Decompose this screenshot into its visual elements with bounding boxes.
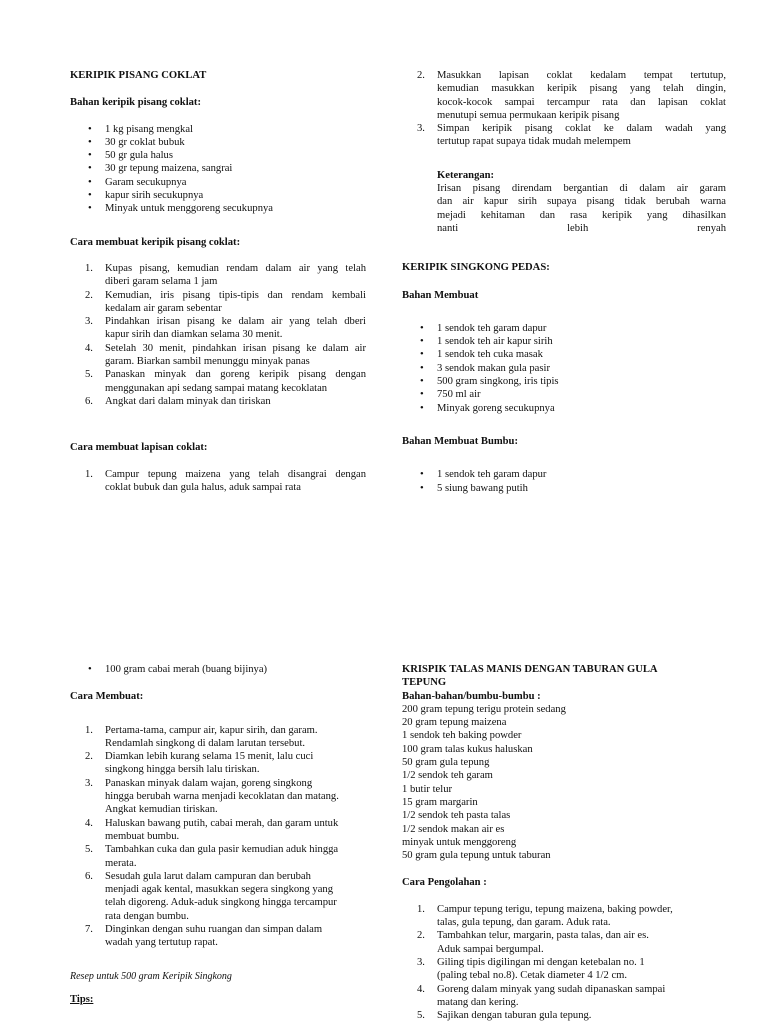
step-item (70, 262, 366, 289)
recipe-title (402, 663, 726, 690)
step-number: 1. (85, 468, 93, 480)
ingredient-item: 1 sendok teh baking powder (402, 730, 522, 742)
ingredients-heading: Bahan Membuat (402, 289, 479, 301)
left-column-bottom (70, 663, 366, 1006)
step-item (70, 342, 366, 369)
step-text-line: kedalam air garam sebentar (105, 302, 222, 314)
step-text-line: (paling tebal no.8). Cetak diameter 4 1/2 cm. (437, 970, 628, 982)
step-text-line: diberi garam selama 1 jam (105, 276, 218, 288)
ingredient-item: minyak untuk menggoreng (402, 836, 517, 848)
ingredient-item: • Garam secukupnya (70, 176, 366, 189)
step-item (70, 395, 366, 408)
ingredient-item: 1/2 sendok teh garam (402, 770, 493, 782)
ingredient-item: • 750 ml air (402, 388, 726, 401)
step-item (70, 724, 366, 751)
step-text-line: Rendamlah singkong di dalam larutan tersebut. (105, 737, 306, 749)
step-item (70, 923, 366, 950)
spice-item: • 100 gram cabai merah (buang bijinya) (70, 663, 366, 676)
note-text (437, 182, 726, 235)
step-text-line: Tambahkan telur, margarin, pasta talas, dan air es. (437, 930, 649, 942)
ingredient-item: • Minyak goreng secukupnya (402, 402, 726, 415)
step-text-line: Pertama-tama, campur air, kapur sirih, dan garam. (105, 724, 318, 736)
step-item (70, 289, 366, 316)
step-text-line: Masukkan lapisan coklat kedalam tempat tertutup, (437, 70, 726, 81)
ingredients-list (402, 322, 726, 415)
step-item (70, 777, 366, 817)
step-number: 5. (417, 1010, 425, 1022)
ingredient-item: 15 gram margarin (402, 796, 478, 808)
step-text-line: Kemudian, iris pisang tipis-tipis dan rendam kembali (105, 289, 366, 301)
ingredient-item: • Minyak untuk menggoreng secukupnya (70, 202, 366, 215)
step-text-line: Setelah 30 menit, pindahkan irisan pisang ke dalam air (105, 342, 366, 354)
step-text-line: kemudian masukkan keripik pisang yang telah dingin, (437, 83, 726, 95)
ingredient-item: 20 gram tepung maizena (402, 717, 507, 729)
method-list (402, 903, 726, 1023)
right-column-bottom (402, 663, 726, 1022)
step-item (70, 368, 366, 395)
ingredients-heading: Bahan-bahan/bumbu-bumbu : (402, 690, 541, 702)
step-text-line: Aduk sampai bergumpal. (437, 943, 544, 955)
step-number: 6. (85, 870, 93, 882)
step-number: 2. (85, 289, 93, 301)
method-list (70, 262, 366, 408)
step-number: 3. (85, 777, 93, 789)
spice-heading: Bahan Membuat Bumbu: (402, 435, 518, 447)
step-number: 5. (85, 369, 93, 381)
step-text-line: coklat bubuk dan gula halus, aduk sampai rata (105, 481, 301, 493)
step-number: 3. (85, 316, 93, 328)
step-text-line: merata. (105, 857, 137, 869)
ingredient-item: 1/2 sendok teh pasta talas (402, 810, 511, 822)
step-text-line: Haluskan bawang putih, cabai merah, dan garam untuk (105, 817, 339, 829)
ingredients-heading: Bahan keripik pisang coklat: (70, 97, 201, 109)
step-item (70, 750, 366, 777)
step-text-line: Sesudah gula larut dalam campuran dan berubah (105, 870, 311, 882)
spice-list-continued (70, 663, 366, 676)
method-heading: Cara Pengolahan : (402, 877, 487, 889)
step-text-line: kocok-kocok sampai tercampur rata dan lapisan coklat (437, 96, 726, 108)
ingredient-item: 1 butir telur (402, 783, 453, 795)
ingredients-list (402, 703, 726, 863)
step-text-line: Dinginkan dengan suhu ruangan dan simpan dalam (105, 924, 323, 936)
step-item (402, 1009, 726, 1022)
ingredient-item: • 30 gr coklat bubuk (70, 136, 366, 149)
step-item (70, 468, 366, 495)
ingredient-item: • 30 gr tepung maizena, sangrai (70, 162, 366, 175)
step-item (402, 122, 726, 149)
step-item (402, 69, 726, 122)
recipe-title-line: KRISPIK TALAS MANIS DENGAN TABURAN GULA (402, 664, 658, 675)
spice-item: • 1 sendok teh garam dapur (402, 468, 726, 481)
step-text-line: Giling tipis digilingan mi dengan ketebalan no. 1 (437, 956, 645, 968)
note-line: nanti lebih renyah (437, 222, 726, 234)
method-list (70, 724, 366, 950)
recipe-title: KERIPIK SINGKONG PEDAS: (402, 262, 550, 274)
ingredients-list (70, 123, 366, 216)
coating-steps-list (70, 468, 366, 495)
ingredient-item: • 1 kg pisang mengkal (70, 123, 366, 136)
step-text-line: menutupi semua permukaan keripik pisang (437, 109, 620, 121)
step-number: 4. (85, 342, 93, 354)
step-text-line: Panaskan minyak dan goreng keripik pisang dengan (105, 369, 366, 381)
step-number: 1. (85, 262, 93, 274)
step-text-line: menjadi agak kental, masukkan segera singkong yang (105, 884, 333, 896)
step-text-line: Panaskan minyak dalam wajan, goreng singkong (105, 777, 313, 789)
ingredient-item: • 3 sendok makan gula pasir (402, 362, 726, 375)
step-number: 3. (417, 123, 425, 135)
step-number: 2. (417, 930, 425, 942)
ingredient-item: • 1 sendok teh air kapur sirih (402, 335, 726, 348)
step-text-line: Campur tepung terigu, tepung maizena, baking powder, (437, 903, 673, 915)
ingredient-item: • 50 gr gula halus (70, 149, 366, 162)
step-text-line: membuat bumbu. (105, 830, 180, 842)
step-text-line: Kupas pisang, kemudian rendam dalam air yang telah (105, 262, 366, 274)
ingredient-item: • 500 gram singkong, iris tipis (402, 375, 726, 388)
step-number: 3. (417, 956, 425, 968)
note-line: Irisan pisang direndam bergantian di dalam air garam (437, 183, 726, 195)
step-number: 1. (417, 903, 425, 915)
step-item (70, 817, 366, 844)
step-text-line: tertutup rapat supaya tidak mudah melempem (437, 136, 631, 148)
method-heading: Cara membuat keripik pisang coklat: (70, 236, 241, 248)
step-number: 4. (85, 817, 93, 829)
step-number: 5. (85, 844, 93, 856)
coating-steps-continued-list (402, 69, 726, 149)
step-text-line: Simpan keripik pisang coklat ke dalam wadah yang (437, 123, 726, 135)
step-item (402, 903, 726, 930)
step-text-line: matang dan kering. (437, 996, 519, 1008)
step-text-line: Angkat kemudian tiriskan. (105, 804, 218, 816)
step-text-line: rata dengan bumbu. (105, 910, 189, 922)
step-number: 6. (85, 395, 93, 407)
ingredient-item: 100 gram talas kukus haluskan (402, 743, 533, 755)
ingredient-item: • 1 sendok teh cuka masak (402, 348, 726, 361)
step-text-line: menggunakan api sedang sampai matang kecoklatan (105, 382, 328, 394)
recipe-title: KERIPIK PISANG COKLAT (70, 70, 207, 81)
step-text-line: wadah yang tertutup rapat. (105, 937, 218, 949)
step-text-line: Goreng dalam minyak yang sudah dipanaskan sampai (437, 983, 666, 995)
step-text-line: Campur tepung maizena yang telah disangrai dengan (105, 468, 366, 480)
step-text-line: kapur sirih dan diamkan selama 30 menit. (105, 329, 283, 341)
step-text-line: garam. Biarkan sambil menunggu minyak panas (105, 356, 310, 368)
step-number: 4. (417, 983, 425, 995)
spice-list (402, 468, 726, 495)
ingredient-item: 50 gram gula tepung untuk taburan (402, 850, 551, 862)
tips-heading: Tips: (70, 993, 94, 1005)
step-text-line: Tambahkan cuka dan gula pasir kemudian aduk hingga (105, 844, 339, 856)
step-text-line: telah digoreng. Aduk-aduk singkong hingga tercampur (105, 897, 337, 909)
method-heading: Cara Membuat: (70, 691, 144, 703)
step-item (402, 929, 726, 956)
step-item (70, 843, 366, 870)
ingredient-item: 200 gram tepung terigu protein sedang (402, 703, 566, 715)
recipe-title-line: TEPUNG (402, 677, 447, 689)
step-item (70, 870, 366, 923)
step-number: 2. (417, 70, 425, 81)
ingredient-item: • kapur sirih secukupnya (70, 189, 366, 202)
step-text-line: Angkat dari dalam minyak dan tiriskan (105, 395, 271, 407)
step-text-line: Sajikan dengan taburan gula tepung. (437, 1010, 592, 1022)
note-line: dan air kapur sirih supaya pisang tidak berubah warna (437, 196, 726, 208)
step-text-line: singkong hingga bersih lalu tiriskan. (105, 764, 260, 776)
recipe-note: Resep untuk 500 gram Keripik Singkong (70, 970, 232, 982)
ingredient-item: 50 gram gula tepung (402, 757, 490, 769)
step-item (70, 315, 366, 342)
step-text-line: Diamkan lebih kurang selama 15 menit, lalu cuci (105, 751, 314, 763)
note-line: mejadi kehitaman dan rasa keripik yang dihasilkan (437, 209, 726, 221)
spice-item: • 5 siung bawang putih (402, 482, 726, 495)
ingredient-item: • 1 sendok teh garam dapur (402, 322, 726, 335)
step-text-line: hingga berubah warna menjadi kecoklatan dan matang. (105, 791, 339, 803)
step-number: 2. (85, 751, 93, 763)
step-item (402, 956, 726, 983)
step-number: 1. (85, 724, 93, 736)
right-column-top (402, 69, 726, 495)
note-heading: Keterangan: (437, 169, 495, 181)
coating-heading: Cara membuat lapisan coklat: (70, 442, 208, 454)
ingredient-item: 1/2 sendok makan air es (402, 823, 505, 835)
step-item (402, 983, 726, 1010)
step-text-line: Pindahkan irisan pisang ke dalam air yang telah dberi (105, 316, 366, 328)
note-block (437, 169, 726, 235)
step-text-line: talas, gula tepung, dan garam. Aduk rata. (437, 917, 611, 929)
left-column-top (70, 69, 366, 494)
step-number: 7. (85, 924, 93, 936)
